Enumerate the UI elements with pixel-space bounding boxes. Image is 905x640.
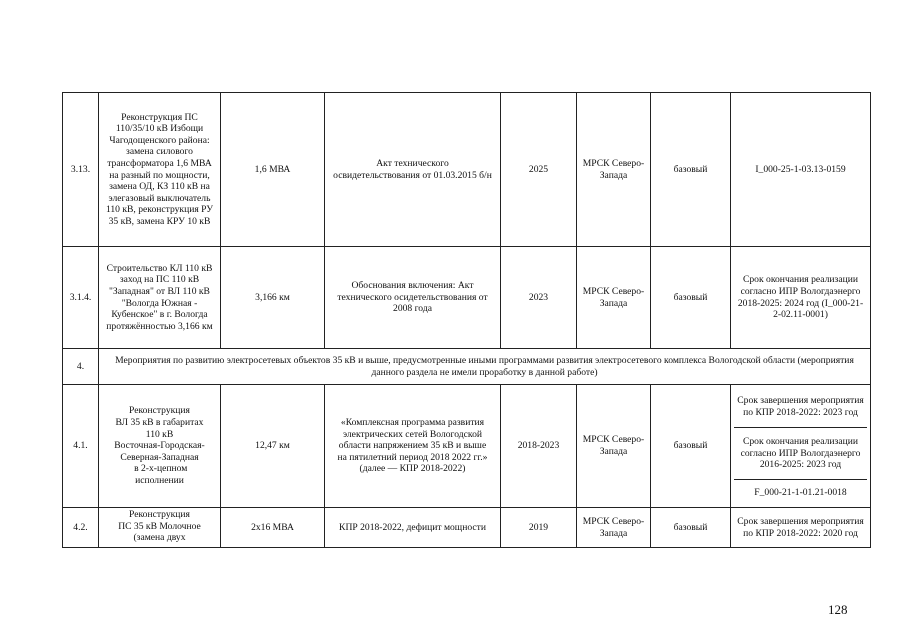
row-number: 3.1.4. [63, 247, 99, 349]
capacity-cell: 3,166 км [221, 247, 325, 349]
name-line: ВЛ 35 кВ в габаритах [115, 417, 204, 429]
scenario-cell: базовый [651, 508, 731, 548]
note-cell: Срок окончания реализации согласно ИПР Вологдаэнерго 2018-2025: 2024 год (I_000-21-2-02.11-0001) [731, 247, 871, 349]
capacity-cell: 1,6 МВА [221, 93, 325, 247]
scenario-cell: базовый [651, 247, 731, 349]
name-line: 110 кВ [145, 428, 174, 440]
note-line: Срок завершения мероприятия по КПР 2018-2022: 2023 год [734, 386, 867, 428]
org-cell: МРСК Северо-Запада [577, 93, 651, 247]
table-row [63, 93, 871, 247]
basis-cell: «Комплексная программа развития электрических сетей Вологодской области напряжением 35 кВ и выше на пятилетний период 2018 2022 гг.» (далее — КПР 2018-2022) [325, 385, 501, 508]
name-line: ПС 35 кВ Молочное [118, 520, 201, 532]
row-number: 3.13. [63, 93, 99, 247]
note-cell: I_000-25-1-03.13-0159 [731, 93, 871, 247]
project-name: Строительство КЛ 110 кВ заход на ПС 110 кВ "Западная" от ВЛ 110 кВ "Вологда Южная - Кубенское" в г. Вологда протяжённостью 3,166 км [99, 247, 221, 349]
row-number: 4.1. [63, 385, 99, 508]
name-line: (замена двух [133, 532, 186, 544]
note-cell: Срок завершения мероприятия по КПР 2018-2022: 2020 год [731, 508, 871, 548]
org-cell: МРСК Северо-Запада [577, 385, 651, 508]
name-line: Северная-Западная [120, 451, 199, 463]
row-number: 4.2. [63, 508, 99, 548]
year-cell: 2018-2023 [501, 385, 577, 508]
note-line: F_000-21-1-01.21-0018 [754, 487, 847, 499]
capacity-cell: 12,47 км [221, 385, 325, 508]
scenario-cell: базовый [651, 93, 731, 247]
table-row [63, 508, 871, 548]
year-cell: 2023 [501, 247, 577, 349]
name-line: в 2-х-цепном [131, 463, 188, 475]
section-number: 4. [63, 349, 99, 385]
section-row [63, 349, 871, 385]
basis-cell: Акт технического освидетельствования от 01.03.2015 б/н [325, 93, 501, 247]
year-cell: 2019 [501, 508, 577, 548]
name-line: Восточная-Городская- [114, 440, 205, 452]
year-cell: 2025 [501, 93, 577, 247]
note-line: Срок окончания реализации согласно ИПР Вологдаэнерго 2016-2025: 2023 год [734, 428, 867, 480]
investment-table [62, 92, 871, 548]
name-line: исполнении [135, 474, 184, 486]
project-name [99, 508, 221, 548]
scenario-cell: базовый [651, 385, 731, 508]
name-line: Реконструкция [129, 405, 190, 417]
basis-cell: Обоснования включения: Акт технического осидетельствования от 2008 года [325, 247, 501, 349]
page-number: 128 [828, 602, 848, 617]
basis-cell: КПР 2018-2022, дефицит мощности [325, 508, 501, 548]
project-name [99, 385, 221, 508]
note-cell [731, 385, 871, 508]
org-cell: МРСК Северо-Запада [577, 508, 651, 548]
project-name: Реконструкция ПС 110/35/10 кВ Избощи Чагодощенского района: замена силового трансформатора 1,6 МВА на разный по мощности, замена ОД, КЗ 110 кВ на элегазовый выключатель 110 кВ, реконструкция РУ 35 кВ, замена КРУ 10 кВ [99, 93, 221, 247]
section-title: Мероприятия по развитию электросетевых объектов 35 кВ и выше, предусмотренные иными программами развития электросетевого комплекса Вологодской области (мероприятия данного раздела не имели проработку в данной работе) [99, 349, 871, 385]
org-cell: МРСК Северо-Запада [577, 247, 651, 349]
table-row [63, 385, 871, 508]
name-line: Реконструкция [129, 509, 190, 520]
capacity-cell: 2х16 МВА [221, 508, 325, 548]
table-row [63, 247, 871, 349]
